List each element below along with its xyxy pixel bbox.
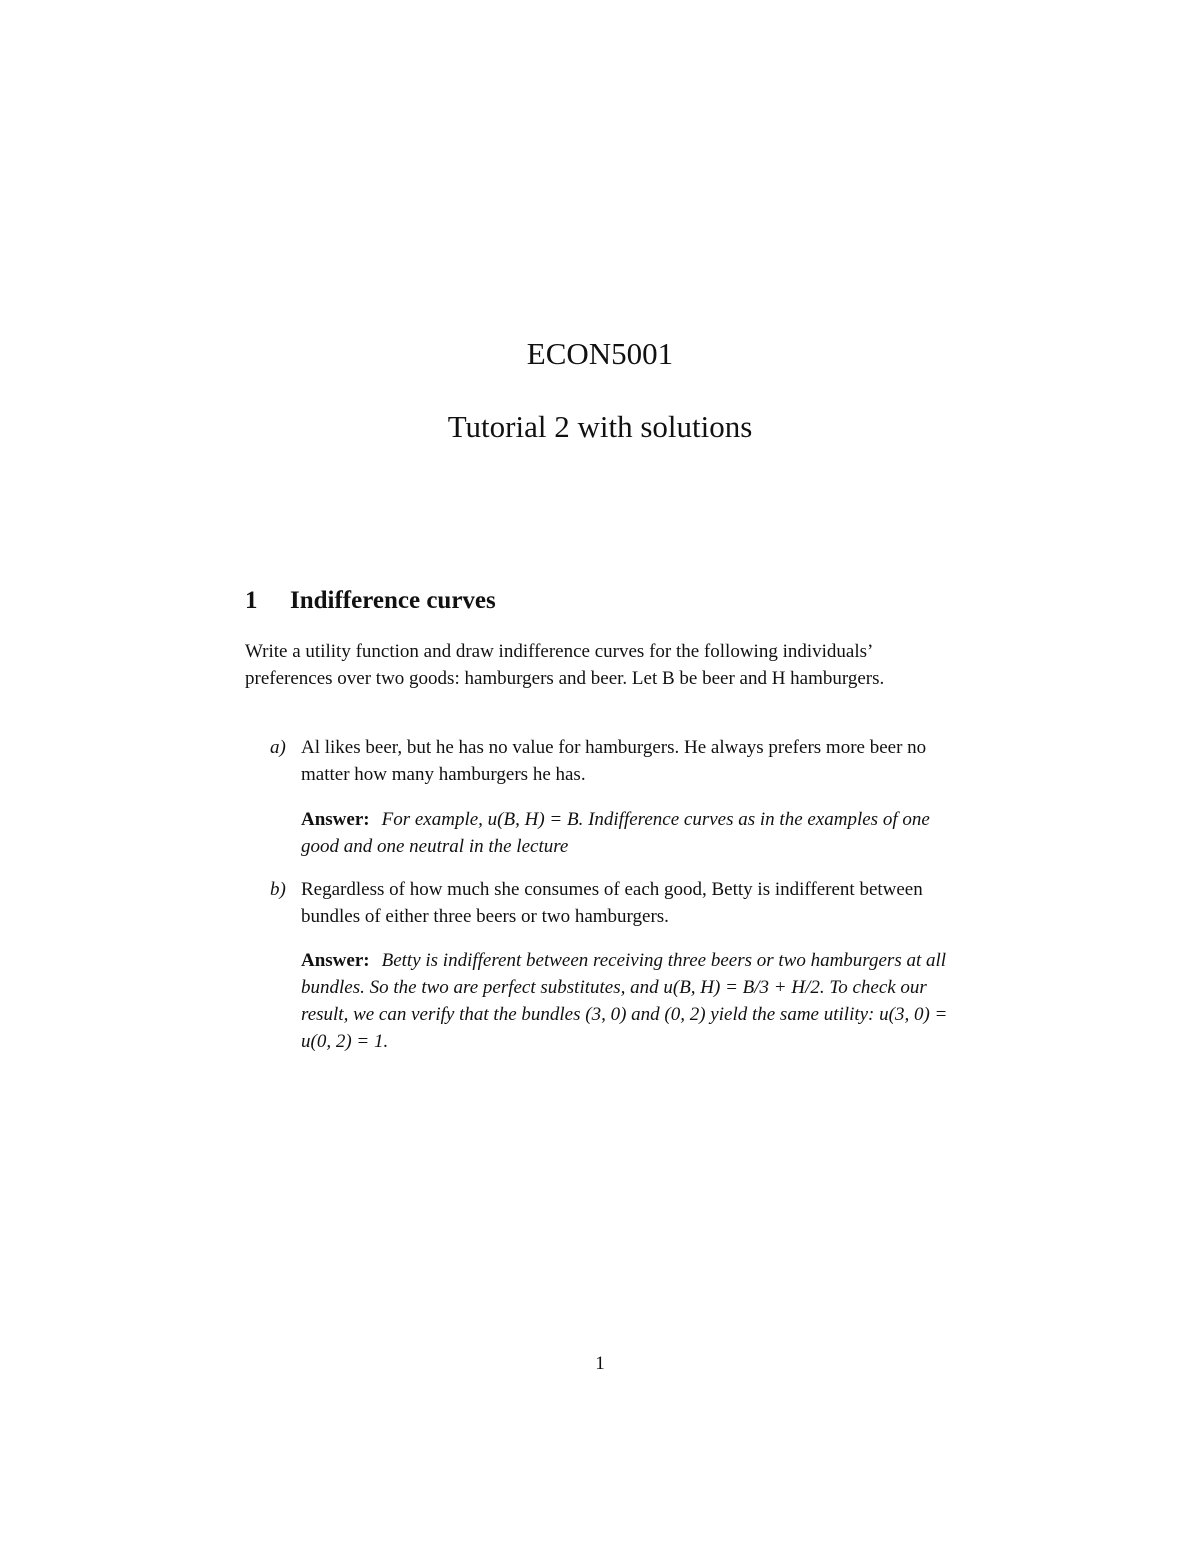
item-a-answer [301, 806, 951, 860]
item-a-label: a) [270, 737, 286, 758]
document-title: ECON5001 [526, 336, 674, 371]
item-b-answer [301, 947, 951, 1055]
page-number: 1 [595, 1353, 605, 1374]
answer-label: Answer: [301, 950, 370, 971]
section-heading [245, 585, 965, 617]
document-subtitle: Tutorial 2 with solutions [447, 409, 753, 444]
item-b-label: b) [270, 879, 286, 900]
answer-text: For example, u(B, H) = B. Indifference curves as in the examples of one good and one neutral in the lecture [301, 809, 930, 857]
section-intro: Write a utility function and draw indifference curves for the following individuals’ preferences over two goods: hamburgers and beer. Let B be beer and H hamburgers. [245, 641, 885, 689]
section-number: 1 [245, 587, 258, 614]
item-a-question: Al likes beer, but he has no value for hamburgers. He always prefers more beer no matter how many hamburgers he has. [301, 737, 927, 785]
section-title: Indifference curves [290, 587, 496, 614]
answer-label: Answer: [301, 809, 370, 830]
answer-text: Betty is indifferent between receiving three beers or two hamburgers at all bundles. So the two are perfect substitutes, and u(B, H) = B/3 + H/2. To check our result, we can verify that the bundles (3, 0) and (0, 2) yield the same utility: u(3, 0) = u(0, 2) = 1. [301, 950, 948, 1052]
item-b-question: Regardless of how much she consumes of each good, Betty is indifferent between bundles of either three beers or two hamburgers. [301, 879, 923, 927]
